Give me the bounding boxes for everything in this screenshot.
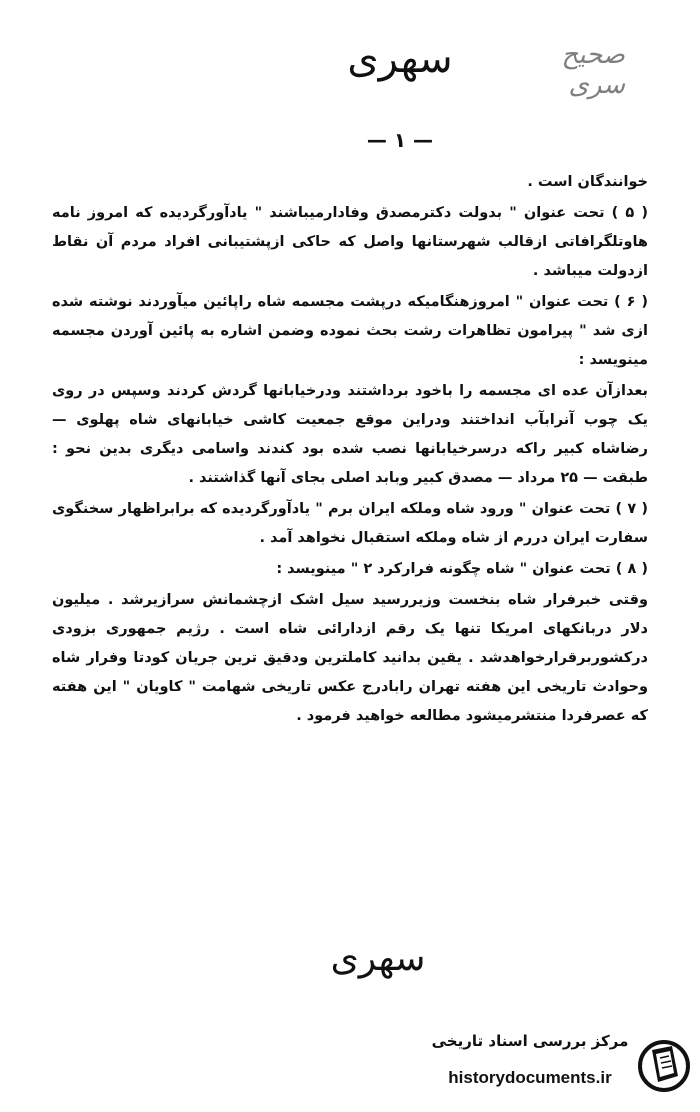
watermark-url: historydocuments.ir: [448, 1068, 612, 1087]
handwritten-note: صحیح سری: [561, 40, 625, 100]
document-body: [52, 168, 648, 731]
document-header-title: سهری: [347, 36, 453, 82]
paragraph-item-8-body: وقتی خبرفرار شاه بنخست وزیررسید سیل اشک ازچشمانش سرازیرشد . میلیون دلار دربانکهای امریکا تنها یک رقم ازدارائی شاه است . رژیم جمهوری بزودی درکشوربرقرارخواهدشد . یقین بدانید کاملترین ودقیق ترین جریان کودتا وفرار شاه وحوادث تاریخی این هفته تهران رابادرج عکس تاریخی شهامت " کاویان " این هفته که عصرفردا منتشرمیشود مطالعه خواهید فرمود .: [52, 592, 648, 724]
watermark-center-name: مرکز بررسی اسناد تاریخی: [431, 1032, 629, 1050]
paragraph-item-7: ( ۷ ) تحت عنوان " ورود شاه وملکه ایران برم " یادآورگردیده که برابراظهار سخنگوی سفارت ایران دررم از شاه وملکه استقبال نخواهد آمد .: [52, 501, 648, 546]
paragraph-continuation: بعدازآن عده ای مجسمه را باخود برداشتند ودرخیابانها گردش کردند وسپس در روی یک چوب آنرابآب انداختند ودراین موقع جمعیت کاشی خیابانهای شاه پهلوی — رضاشاه کبیر راکه درسرخیابانها نصب شده بود کندند واسامی دیگری بدین نحو : طبقت — ۲۵ مرداد — مصدق کبیر وبابد اصلی بجای آنها گذاشتند .: [52, 383, 648, 486]
paragraph-item-8: ( ۸ ) تحت عنوان " شاه چگونه فرارکرد ۲ " مینویسد :: [276, 561, 648, 577]
document-archive-logo-icon: [638, 1036, 690, 1096]
paragraph-intro: خوانندگان است .: [527, 174, 648, 190]
paragraph-item-6: ( ۶ ) تحت عنوان " امروزهنگامیکه درپشت مجسمه شاه راپائین میآوردند نوشته شده ازی شد " پیرامون تظاهرات رشت بحث نموده وضمن اشاره به پائین آوردن مجسمه مینویسد :: [52, 294, 648, 368]
watermark: [430, 1030, 690, 1110]
document-footer-signature: سهری: [330, 938, 426, 979]
paragraph-item-5: ( ۵ ) تحت عنوان " بدولت دکترمصدق وفادارمیباشند " یادآورگردیده که امروز نامه هاوتلگرافاتی ازقالب شهرستانها واصل که حاکی ازپشتیبانی افراد مردم آن نقاط ازدولت میباشد .: [52, 205, 648, 279]
page-number: — ۱ —: [366, 128, 434, 152]
